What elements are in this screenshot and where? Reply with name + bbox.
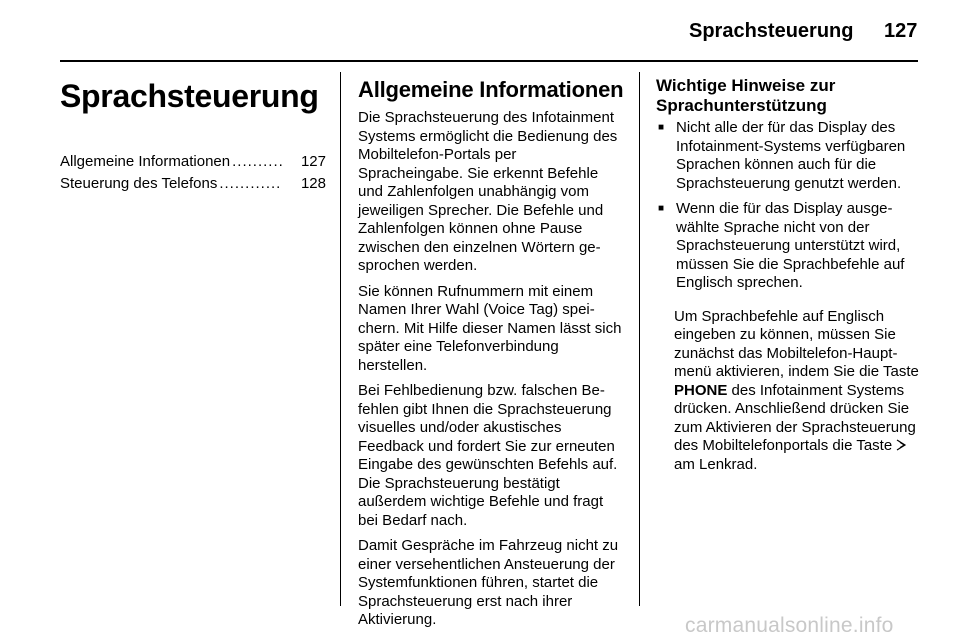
- bullet-text: Wenn die für das Display ausgewählte Sprache nicht von der Sprachsteuerung unterstützt wird, müssen Sie die Sprachbefehle auf Englisch sprechen.: [676, 200, 905, 291]
- toc-entry[interactable]: [60, 151, 326, 173]
- subsection-title: Wichtige Hinweise zur Sprachunterstützung: [656, 76, 836, 115]
- paragraph: Bei Fehlbedienung bzw. falschen Befehlen gibt Ihnen die Sprachsteuerung visuelles und/oder akustisches Feedback und fordert Sie zur erneuten Eingabe des gewünschten Befehls auf. Die Sprachsteuerung bestätigt außerdem wichtige Befehle und fragt bei Bedarf nach.: [358, 382, 618, 529]
- toc-column: [60, 76, 326, 195]
- section-title: Allgemeine Informationen: [358, 77, 624, 102]
- phone-key-label: PHONE: [674, 381, 728, 399]
- paragraph: Die Sprachsteuerung des Infotainment Systems ermöglicht die Bedienung des Mobiltelefon-Portals per Spracheingabe. Sie erkennt Befehle und Zahlenfolgen unabhängig vom jeweiligen Sprecher. Die Befehle und Zahlenfolgen können ohne Pause zwischen den einzelnen Wörtern gesprochen werden.: [358, 109, 618, 274]
- notes-column: [656, 76, 924, 489]
- paragraph: Damit Gespräche im Fahrzeug nicht zu einer versehentlichen Ansteuerung der Systemfunktionen führen, startet die Sprachsteuerung erst nach ihrer Aktivierung.: [358, 537, 619, 628]
- bullet-text: Nicht alle der für das Display des Infotainment-Systems verfügbaren Sprachen können auch für die Sprachsteuerung genutzt werden.: [676, 119, 906, 192]
- instruction-text: am Lenkrad.: [674, 455, 758, 473]
- page-header-title: Sprachsteuerung: [689, 20, 854, 42]
- instruction-text: des Infotainment Systems drücken. Anschließend drücken Sie zum Aktivieren der Sprachsteuerung des Mobiltelefonportals die Taste: [674, 381, 916, 454]
- toc-entry-dots: ..........: [232, 153, 284, 170]
- header-rule: [60, 60, 918, 62]
- voice-control-icon: [895, 438, 907, 452]
- paragraph: Sie können Rufnummern mit einem Namen Ihrer Wahl (Voice Tag) speichern. Mit Hilfe dieser Namen lässt sich später eine Telefonverbindung herstellen.: [358, 282, 622, 374]
- column-separator-1: [340, 72, 341, 606]
- toc-entry-page[interactable]: 128: [300, 175, 326, 192]
- page-number: 127: [884, 20, 918, 42]
- bullet-square-icon: ■: [658, 203, 665, 214]
- column-separator-2: [639, 72, 640, 606]
- bullet-square-icon: ■: [658, 122, 665, 133]
- toc-entry-dots: ............: [219, 175, 282, 192]
- instruction-text: Um Sprachbefehle auf Englisch eingeben zu können, müssen Sie zunächst das Mobiltelefon-Hauptmenü aktivieren, indem Sie die Taste: [674, 307, 919, 380]
- chapter-title: Sprachsteuerung: [60, 78, 319, 114]
- bullet-item: [656, 200, 924, 293]
- toc-entry-label[interactable]: Allgemeine Informationen: [60, 153, 231, 170]
- general-info-column: [358, 76, 624, 637]
- instruction-paragraph: [674, 308, 924, 475]
- watermark: carmanualsonline.info: [685, 614, 894, 637]
- toc-entry[interactable]: [60, 173, 326, 195]
- bullet-item: [656, 119, 924, 193]
- toc-entry-label[interactable]: Steuerung des Telefons: [60, 175, 218, 192]
- toc-entry-page[interactable]: 127: [300, 153, 326, 170]
